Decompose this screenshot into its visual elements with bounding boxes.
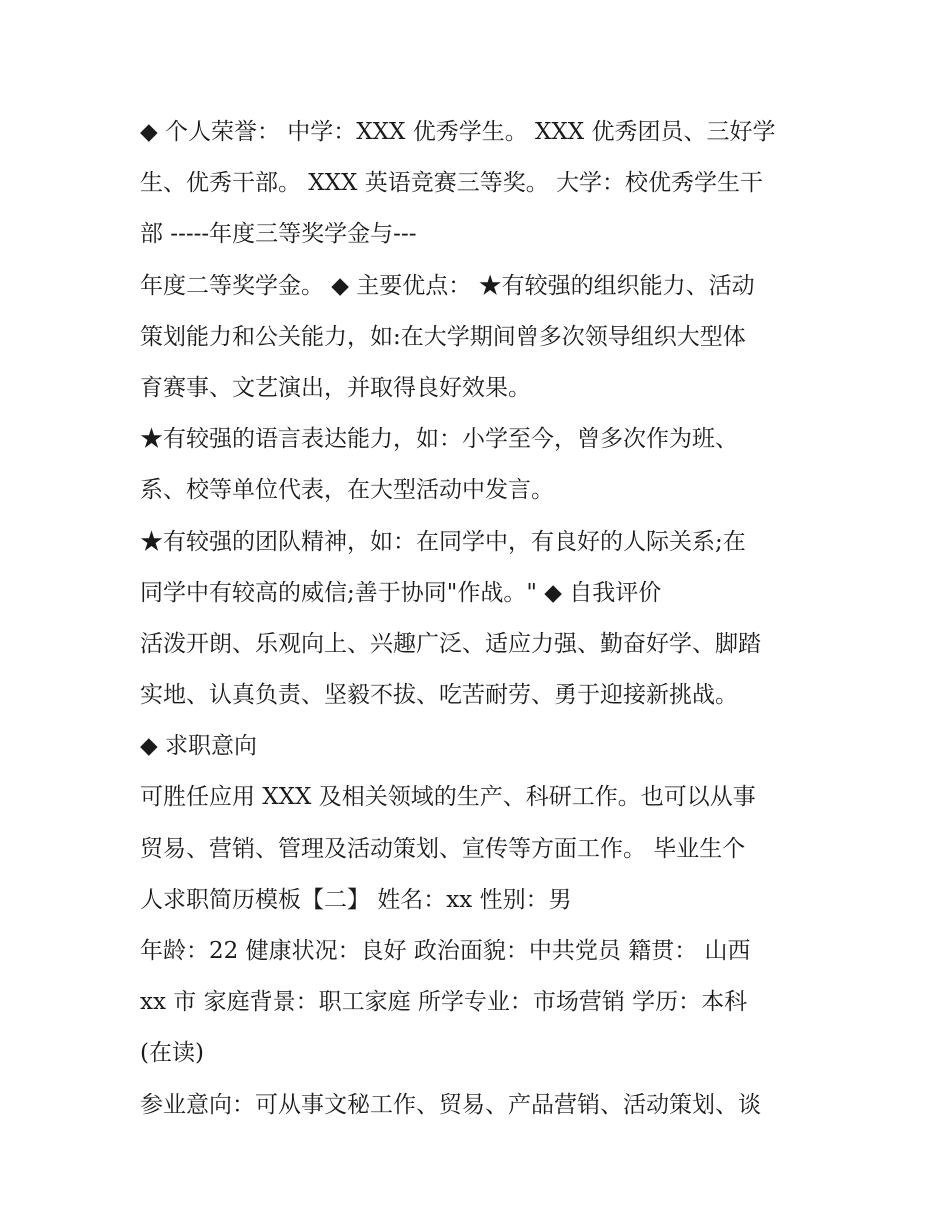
text-line: xx 市 家庭背景：职工家庭 所学专业：市场营销 学历：本科 [140, 989, 748, 1016]
text-line: 活泼开朗、乐观向上、兴趣广泛、适应力强、勤奋好学、脚踏 [140, 630, 761, 657]
text-line: 可胜任应用 XXX 及相关领域的生产、科研工作。也可以从事 [140, 784, 756, 811]
text-line: 参业意向：可从事文秘工作、贸易、产品营销、活动策划、谈 [140, 1091, 761, 1118]
text-line: ★有较强的团队精神，如：在同学中，有良好的人际关系;在 [140, 528, 746, 555]
text-line: 系、校等单位代表，在大型活动中发言。 [140, 477, 554, 504]
text-line: 策划能力和公关能力，如:在大学期间曾多次领导组织大型体 [140, 323, 746, 350]
text-line: 育赛事、文艺演出，并取得良好效果。 [140, 374, 531, 401]
text-line: ★有较强的语言表达能力，如：小学至今，曾多次作为班、 [140, 426, 738, 453]
document-body [140, 107, 830, 1131]
text-line: 部 -----年度三等奖学金与--- [140, 221, 417, 248]
text-line: ◆ 个人荣誉： 中学：XXX 优秀学生。 XXX 优秀团员、三好学 [140, 119, 776, 145]
text-line: 人求职简历模板【二】 姓名：xx 性别：男 [140, 886, 572, 913]
text-line: 实地、认真负责、坚毅不拔、吃苦耐劳、勇于迎接新挑战。 [140, 682, 738, 709]
text-line: 贸易、营销、管理及活动策划、宣传等方面工作。 毕业生个 [140, 835, 746, 862]
text-line: ◆ 求职意向 [140, 733, 257, 760]
text-line: 生、优秀干部。 XXX 英语竞赛三等奖。 大学：校优秀学生干 [140, 170, 764, 197]
text-line: 同学中有较高的威信;善于协同"作战。" ◆ 自我评价 [140, 579, 662, 606]
text-line: (在读) [140, 1040, 204, 1067]
text-line: 年度二等奖学金。 ◆ 主要优点： ★有较强的组织能力、活动 [140, 272, 755, 299]
text-line: 年龄：22 健康状况：良好 政治面貌：中共党员 籍贯： 山西 [140, 938, 751, 964]
